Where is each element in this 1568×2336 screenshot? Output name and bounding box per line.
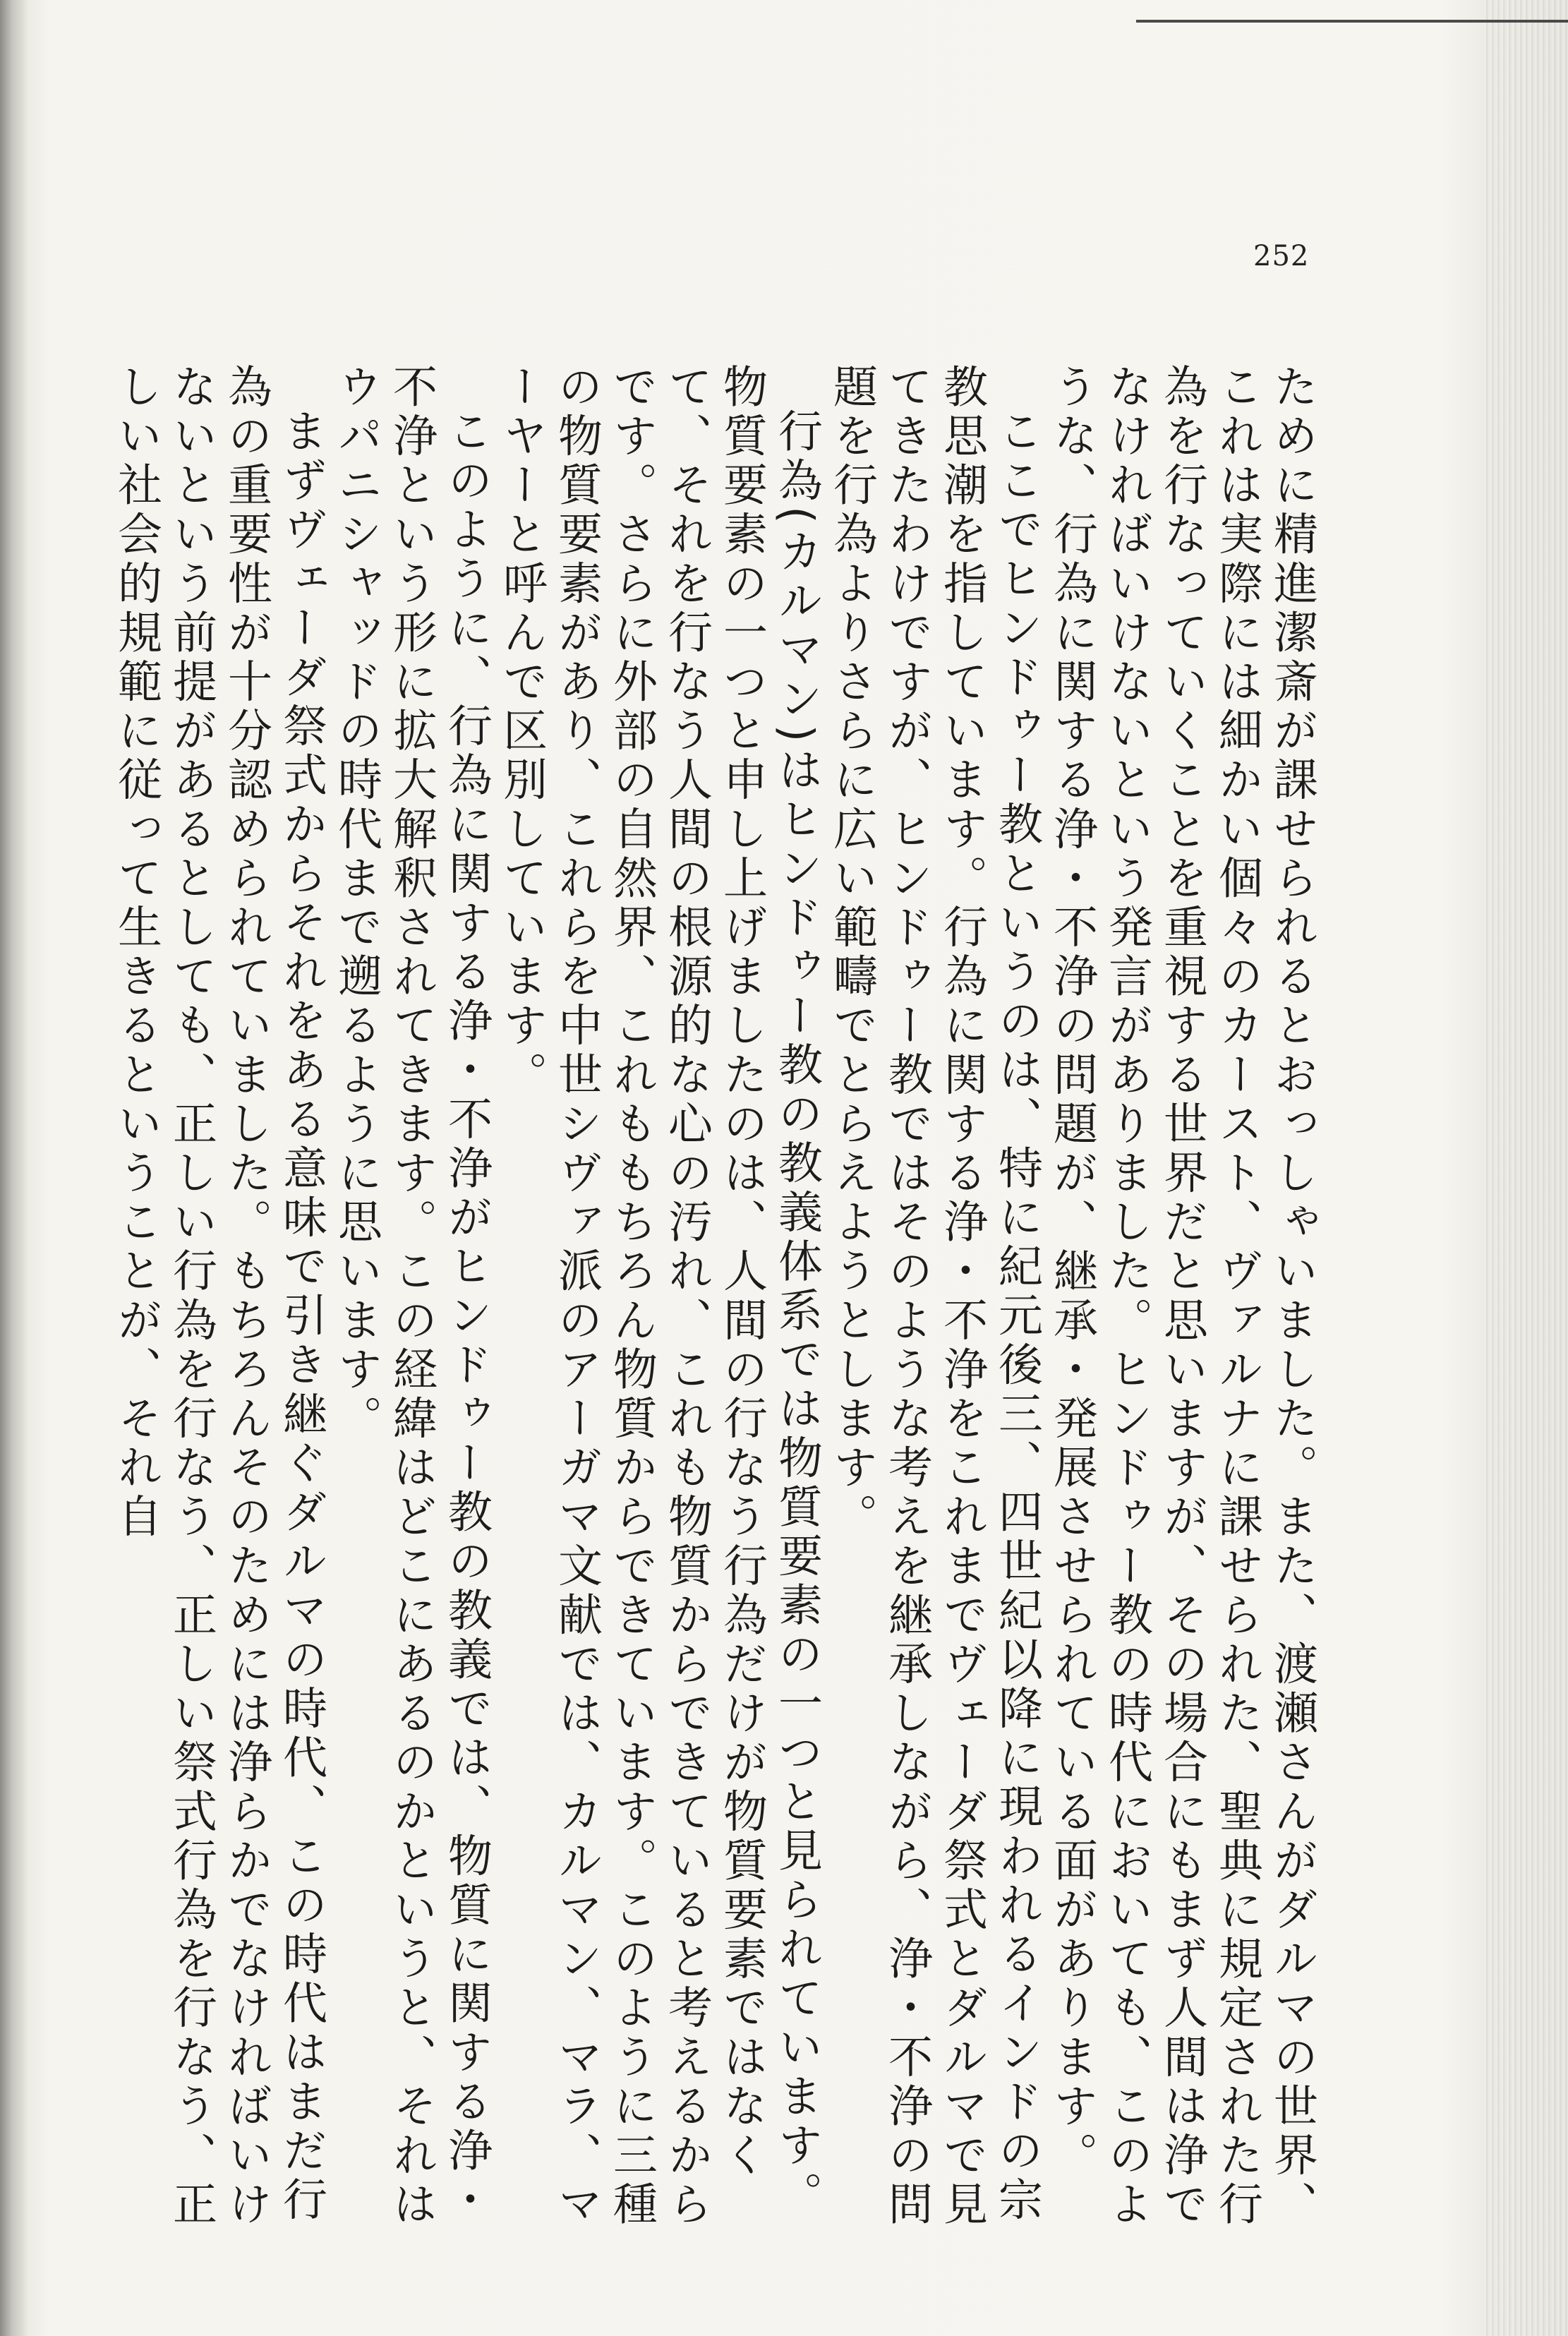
paragraph: 行為(カルマン)はヒンドゥー教の教義体系では物質要素の一つと見られています。物質要素の一つと申し上げましたのは、人間の行なう行為だけが物質要素ではなくて、それを行なう人間の根源的な心の汚れ、これも物質からできていると考えるからです。さらに外部の自然界、これももちろん物質からできています。このように三種の物質要素があり、これらを中世シヴァ派のアーガマ文献では、カルマン、マラ、マーヤーと呼んで区別しています。 — [496, 363, 823, 2230]
paragraph: ために精進潔斎が課せられるとおっしゃいました。また、渡瀬さんがダルマの世界、これは実際には細かい個々のカースト、ヴァルナに課せられた、聖典に規定された行為を行なっていくことを重視する世界だと思いますが、その場合にもまず人間は浄でなければいけないという発言がありました。ヒンドゥー教の時代においても、このような、行為に関する浄・不浄の問題が、継承・発展させられている面があります。 — [1047, 363, 1318, 2230]
page-fore-edge — [1483, 0, 1568, 2336]
vertical-text-block — [92, 363, 1320, 2241]
paragraph: まずヴェーダ祭式からそれをある意味で引き継ぐダルマの時代、この時代はまだ行為の重要性が十分認められていました。もちろんそのためには浄らかでなければいけないという前提があるとしても、正しい行為を行なう、正しい祭式行為を行なう、正しい社会的規範に従って生きるということが、それ自 — [111, 363, 327, 2230]
binding-shadow — [0, 0, 28, 2336]
top-rule-line — [1136, 20, 1568, 23]
paragraph: このように、行為に関する浄・不浄がヒンドゥー教の教義では、物質に関する浄・不浄という形に拡大解釈されてきます。この経緯はどこにあるのかというと、それはウパニシャッドの時代まで遡るように思います。 — [331, 363, 493, 2230]
paragraph: ここでヒンドゥー教というのは、特に紀元後三、四世紀以降に現われるインドの宗教思潮を指しています。行為に関する浄・不浄をこれまでヴェーダ祭式とダルマで見てきたわけですが、ヒンドゥー教ではそのような考えを継承しながら、浄・不浄の問題を行為よりさらに広い範疇でとらえようとします。 — [826, 363, 1043, 2230]
page-number: 252 — [1253, 240, 1310, 272]
